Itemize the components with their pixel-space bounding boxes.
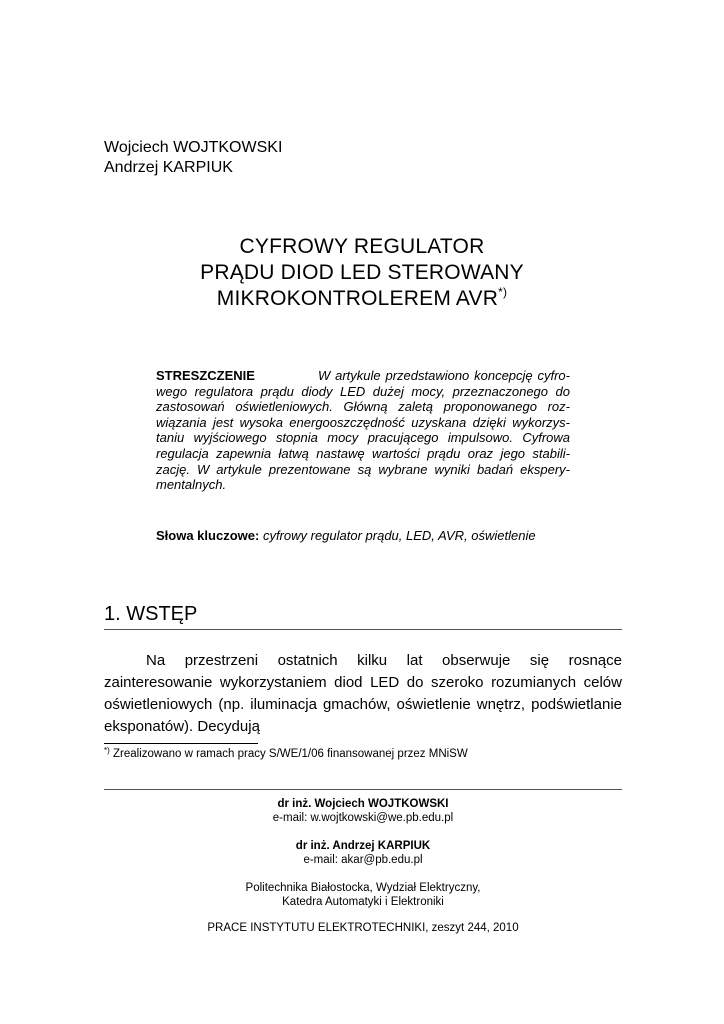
title-line: CYFROWY REGULATOR: [239, 235, 485, 258]
author-info-2: [104, 839, 622, 867]
author-info-email: e-mail: akar@pb.edu.pl: [303, 854, 423, 866]
abstract: [156, 368, 570, 493]
author-name: Andrzej KARPIUK: [104, 159, 233, 176]
separator-line: [104, 789, 622, 790]
author-info-1: [104, 797, 622, 825]
footnote: [104, 747, 468, 761]
intro-paragraph: Na przestrzeni ostatnich kilku lat obserwuje się rosnące zainteresowanie wykorzystaniem diod LED do szeroko rozumianych celów oświetleniowych (np. iluminacja gmachów, oświetlenie wnętrz, podświetlanie eksponatów). Decydują: [104, 652, 622, 735]
affiliation-line: Politechnika Białostocka, Wydział Elektryczny,: [245, 882, 481, 894]
author-info-name: dr inż. Andrzej KARPIUK: [295, 840, 431, 852]
abstract-text: W artykule przedstawiono koncepcję cyfro-wego regulatora prądu diody LED dużej mocy, przeznaczonego do zastosowań oświetleniowych. Główną zaletą proponowanego roz-wiązania jest wysoka energooszczędność uzyskana dzięki wykorzys-taniu wyjściowego stopnia mocy pracującego impulsowo. Cyfrowa regulacja zapewnia łatwą nastawę wartości prądu oraz jego stabili-zację. W artykule prezentowane są wybrane wyniki badań ekspery-mentalnych.: [156, 368, 570, 493]
abstract-label: STRESZCZENIE: [156, 368, 255, 383]
keywords-text: cyfrowy regulator prądu, LED, AVR, oświetlenie: [262, 528, 536, 543]
author-name: Wojciech WOJTKOWSKI: [104, 139, 283, 156]
title-footnote-mark: *): [498, 285, 508, 299]
paper-title: [0, 234, 724, 312]
footnote-rule: [104, 743, 258, 744]
footnote-mark: *): [104, 746, 110, 755]
publication-info: PRACE INSTYTUTU ELEKTROTECHNIKI, zeszyt 244, 2010: [207, 922, 519, 934]
keywords-label: Słowa kluczowe:: [156, 528, 260, 543]
title-line: [0, 286, 724, 312]
footnote-text: Zrealizowano w ramach pracy S/WE/1/06 finansowanej przez MNiSW: [112, 748, 468, 760]
section-heading: 1. WSTĘP: [104, 602, 622, 630]
title-line-text: MIKROKONTROLEREM AVR: [216, 287, 499, 310]
title-line: PRĄDU DIOD LED STEROWANY: [200, 261, 524, 284]
affiliation-line: Katedra Automatyki i Elektroniki: [282, 896, 444, 908]
affiliation: [104, 881, 622, 909]
author-list: [104, 138, 282, 178]
author-info-email: e-mail: w.wojtkowski@we.pb.edu.pl: [272, 812, 454, 824]
keywords: [156, 528, 536, 544]
author-info-name: dr inż. Wojciech WOJTKOWSKI: [277, 798, 449, 810]
